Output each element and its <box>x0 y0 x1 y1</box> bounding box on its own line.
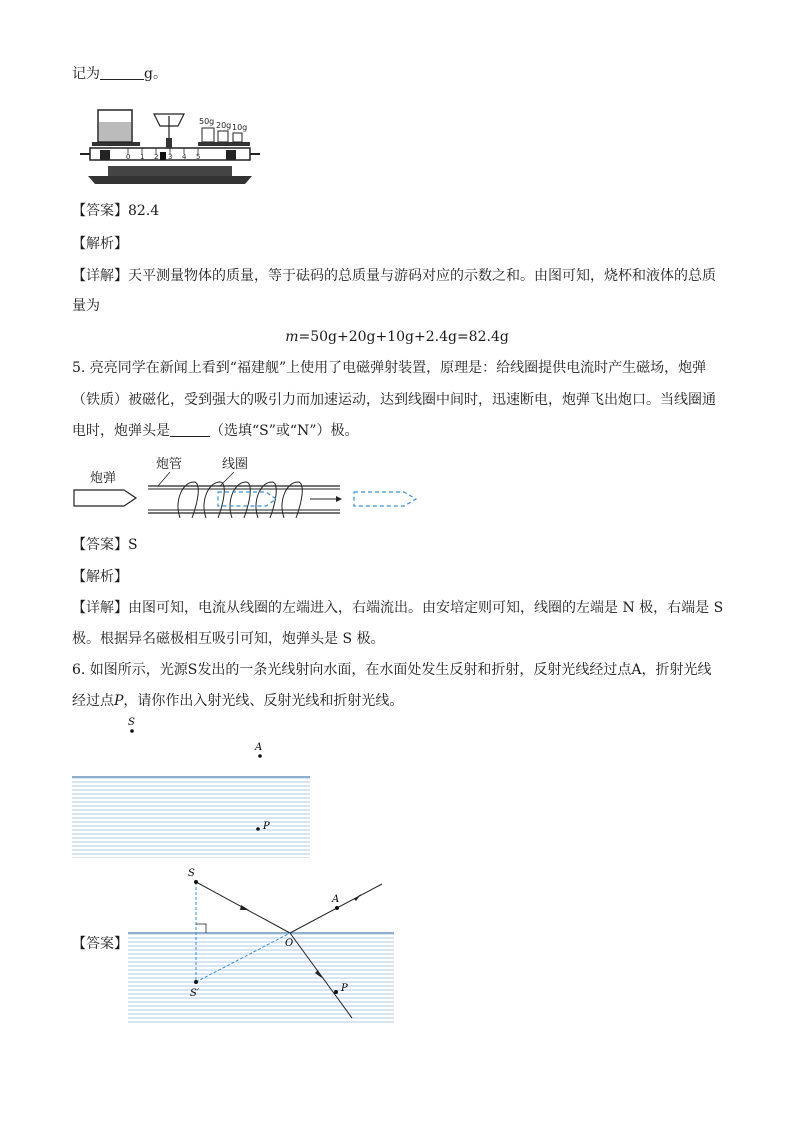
q5-line3-post: （选填“S”或“N”）极。 <box>210 423 359 439</box>
q6-question-figure <box>72 716 312 860</box>
q5-detail-text1: 由图可知，电流从线圈的左端进入，右端流出。由安培定则可知，线圈的左端是 N 极，右端是 S <box>128 600 724 616</box>
beaker-liquid <box>99 122 131 141</box>
weight-20g <box>218 131 228 142</box>
label-barrel: 炮管 <box>156 457 183 472</box>
q4-formula <box>0 327 794 347</box>
scale-tick-5: 5 <box>196 153 201 161</box>
right-angle-mark <box>196 924 206 933</box>
q5-line3-pre: 电时，炮弹头是 <box>72 423 170 439</box>
shell-exit-dashed <box>354 492 416 506</box>
water-region <box>72 778 310 858</box>
point-S <box>130 729 134 733</box>
q6-answer-figure <box>128 864 396 1026</box>
weight-50g <box>202 128 214 142</box>
right-pan <box>198 142 250 146</box>
label-shell: 炮弹 <box>90 471 117 486</box>
point-P <box>256 827 260 831</box>
q6-line2-var: P <box>114 693 124 709</box>
point-A-answer <box>335 906 339 910</box>
scale-tick-1: 1 <box>140 153 145 161</box>
label-coil: 线圈 <box>222 457 249 472</box>
label-P-answer: P <box>341 983 348 994</box>
q4-tail-pre: 记为 <box>72 66 100 82</box>
label-S-answer: S <box>188 868 195 879</box>
label-S: S <box>128 717 135 728</box>
q5-line3 <box>72 421 358 441</box>
q5-answer-blank <box>170 422 210 437</box>
motion-arrow <box>336 496 342 502</box>
q5-line2: （铁质）被磁化，受到强大的吸引力而加速运动，达到线圈中间时，迅速断电，炮弹飞出炮口。当线圈通 <box>72 392 716 408</box>
label-50g: 50g <box>199 117 215 126</box>
label-10g: 10g <box>232 123 248 132</box>
q4-detail-line2: 量为 <box>72 298 100 314</box>
q4-tail-post: g。 <box>144 66 167 82</box>
scale-tick-2: 2 <box>154 153 159 161</box>
point-S-answer <box>194 880 198 884</box>
label-O: O <box>285 938 294 949</box>
q4-analysis-tag: 【解析】 <box>72 236 128 252</box>
rider-weight <box>160 152 166 160</box>
q5-detail-line2: 极。根据异名磁极相互吸引可知，炮弹头是 S 极。 <box>72 631 385 647</box>
shell-inside-dashed <box>218 492 276 506</box>
q4-detail-text1: 天平测量物体的质量，等于砝码的总质量与游码对应的示数之和。由图可知，烧杯和液体的总质 <box>128 268 716 284</box>
label-S-prime: S′ <box>190 988 200 999</box>
weight-10g <box>233 133 242 142</box>
q4-answer-tag: 【答案】 <box>72 203 128 219</box>
q5-answer-line <box>72 535 138 555</box>
point-P-answer <box>334 990 338 994</box>
q6-line2-pre: 经过点 <box>72 693 114 709</box>
point-S-prime <box>194 980 198 984</box>
q4-tail-line <box>72 64 167 84</box>
label-P: P <box>263 821 270 832</box>
q4-answer-line <box>72 201 159 221</box>
q4-formula-var: m <box>285 329 299 345</box>
water-region-answer <box>128 934 394 1024</box>
scale-tick-0: 0 <box>126 153 131 161</box>
q4-answer-blank <box>100 65 144 80</box>
q6-line2-post: ，请你作出入射光线、反射光线和折射光线。 <box>123 693 404 709</box>
point-A <box>258 754 262 758</box>
balance-base <box>88 176 252 184</box>
scale-tick-3: 3 <box>168 153 173 161</box>
label-A-answer: A <box>332 894 340 905</box>
q5-detail-tag: 【详解】 <box>72 600 128 616</box>
balance-stand <box>108 166 232 176</box>
q6-line2 <box>72 691 403 711</box>
q6-answer-tag: 【答案】 <box>72 936 128 952</box>
q5-line1: 5. 亮亮同学在新闻上看到“福建舰”上使用了电磁弹射装置，原理是：给线圈提供电流时产生磁场，炮弹 <box>72 360 707 376</box>
q5-answer-tag: 【答案】 <box>72 537 128 553</box>
balance-figure <box>80 104 260 188</box>
q6-line1: 6. 如图所示，光源S发出的一条光线射向水面，在水面处发生反射和折射，反射光线经过点A，折射光线 <box>72 662 712 678</box>
shell <box>74 490 136 506</box>
scale-tick-4: 4 <box>182 153 187 161</box>
q5-analysis-tag: 【解析】 <box>72 569 128 585</box>
label-20g: 20g <box>216 121 232 130</box>
coilgun-figure <box>70 452 430 524</box>
label-A: A <box>255 742 263 753</box>
q5-detail-line1 <box>72 598 723 618</box>
q4-answer-value: 82.4 <box>128 203 160 219</box>
q4-formula-rest: =50g+20g+10g+2.4g=82.4g <box>298 329 509 345</box>
q4-detail-line1 <box>72 266 716 286</box>
q4-detail-tag: 【详解】 <box>72 268 128 284</box>
q5-answer-value: S <box>128 537 138 553</box>
